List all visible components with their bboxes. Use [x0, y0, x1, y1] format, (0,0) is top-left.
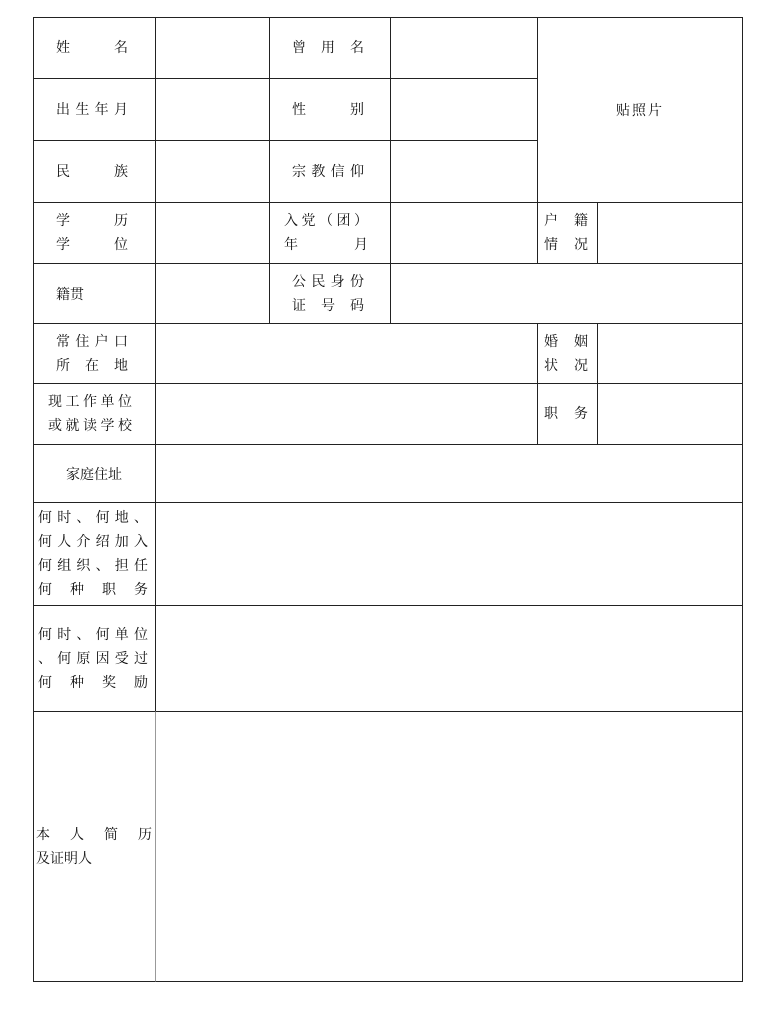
label-text: 常住户口 [56, 333, 128, 350]
label-text: 学历 [56, 213, 128, 229]
marital-label [537, 323, 598, 384]
label-text: 婚姻 [544, 333, 588, 350]
photo-label: 贴照片 [616, 103, 664, 119]
label-text: 何时、何地、 [38, 510, 148, 526]
name-field[interactable] [155, 17, 270, 79]
label-text: 出生年月 [56, 101, 128, 118]
birth-label [33, 78, 156, 141]
label-text: 家庭住址 [66, 466, 122, 483]
religion-field[interactable] [390, 140, 538, 203]
label-text: 何时、何单位 [38, 626, 148, 643]
ethnicity-field[interactable] [155, 140, 270, 203]
label-text: 入党（团） [284, 213, 368, 229]
label-text: 本人简历 [36, 826, 152, 843]
label-text: 现工作单位 [48, 394, 132, 410]
former-name-label [269, 17, 391, 79]
former-name-field[interactable] [390, 17, 538, 79]
label-text: 性别 [292, 101, 364, 118]
label-text: 及证明人 [36, 850, 92, 867]
education-label [33, 202, 156, 264]
organization-label [33, 502, 156, 606]
birth-field[interactable] [155, 78, 270, 141]
awards-field[interactable] [155, 605, 743, 712]
label-text: 何组织、担任 [38, 558, 148, 574]
organization-field[interactable] [155, 502, 743, 606]
party-join-field[interactable] [390, 202, 538, 264]
workplace-field[interactable] [155, 383, 538, 445]
residence-label [33, 323, 156, 384]
household-field[interactable] [597, 202, 743, 264]
label-text: 何种职务 [38, 582, 148, 598]
resume-label [33, 711, 156, 982]
photo-area[interactable] [537, 17, 743, 203]
label-text: 学位 [56, 237, 128, 253]
label-text: 公民身份 [292, 273, 364, 290]
id-number-field[interactable] [390, 263, 743, 324]
label-text: 宗教信仰 [292, 163, 364, 180]
gender-label [269, 78, 391, 141]
label-text: 籍贯 [56, 286, 84, 303]
label-text: 或就读学校 [48, 418, 132, 434]
native-place-label [33, 263, 156, 324]
party-join-label [269, 202, 391, 264]
id-number-label [269, 263, 391, 324]
ethnicity-label [33, 140, 156, 203]
gender-field[interactable] [390, 78, 538, 141]
education-field[interactable] [155, 202, 270, 264]
name-label [33, 17, 156, 79]
label-text: 证号码 [292, 297, 364, 314]
address-field[interactable] [155, 444, 743, 503]
label-text: 何种奖励 [38, 674, 148, 691]
label-text: 曾用名 [292, 40, 364, 56]
position-label [537, 383, 598, 445]
label-text: 情况 [544, 237, 588, 253]
address-label [33, 444, 156, 503]
label-text: 职务 [544, 406, 588, 422]
label-text: 、何原因受过 [38, 650, 148, 667]
label-text: 所在地 [56, 357, 128, 374]
position-field[interactable] [597, 383, 743, 445]
residence-field[interactable] [155, 323, 538, 384]
native-place-field[interactable] [155, 263, 270, 324]
household-label [537, 202, 598, 264]
label-text: 年月 [284, 237, 368, 253]
label-text: 户籍 [544, 213, 588, 229]
marital-field[interactable] [597, 323, 743, 384]
label-text: 状况 [544, 357, 588, 374]
label-text: 何人介绍加入 [38, 534, 148, 550]
religion-label [269, 140, 391, 203]
workplace-label [33, 383, 156, 445]
label-text: 姓名 [56, 40, 128, 56]
label-text: 民族 [56, 163, 128, 180]
awards-label [33, 605, 156, 712]
resume-field[interactable] [155, 711, 743, 982]
